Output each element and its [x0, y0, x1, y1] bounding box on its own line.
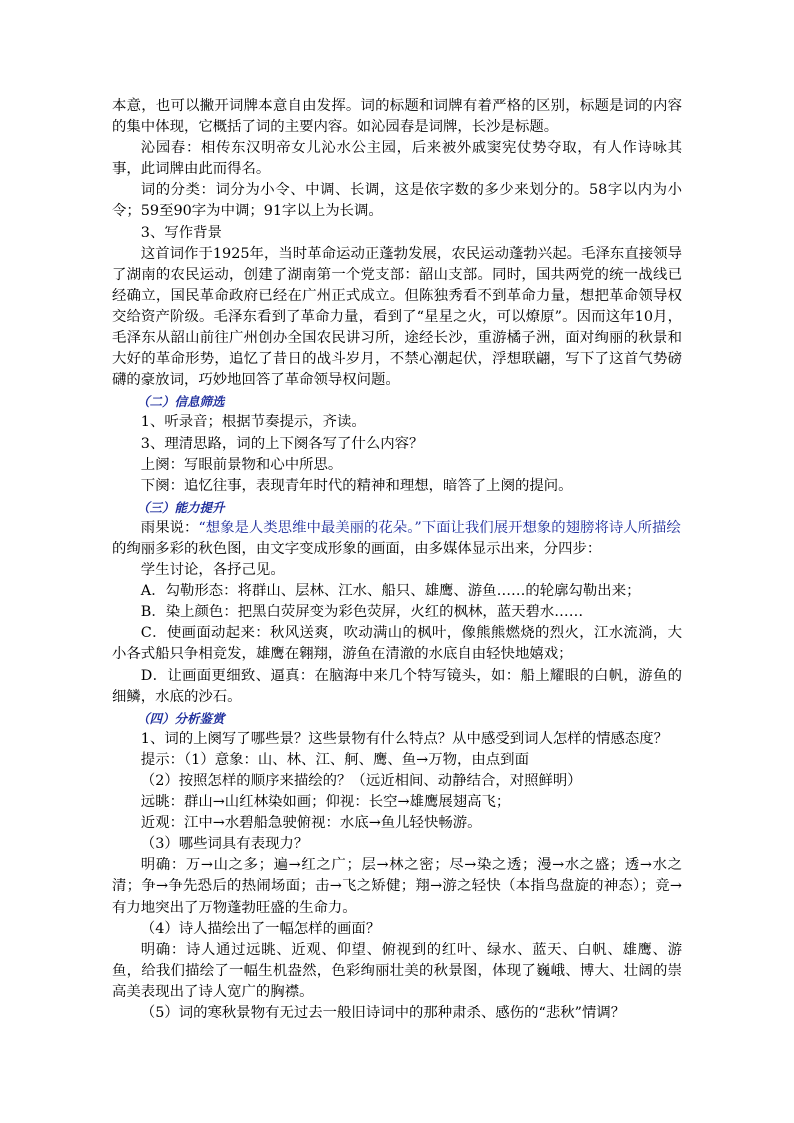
paragraph: 远眺：群山→山红林染如画；仰视：长空→雄鹰展翅高飞； [140, 794, 511, 811]
hugo-quote: “想象是人类思维中最美丽的花朵。”下面让我们展开想象的翅膀将诗人所描绘 [198, 519, 681, 536]
paragraph: 明确：诗人通过远眺、近观、仰望、俯视到的红叶、绿水、蓝天、白帆、雄鹰、游鱼，给我们描绘了一幅生机盎然，色彩绚丽壮美的秋景图，体现了巍峨、博大、壮阔的崇高美表现出了诗人宽广的胸襟。 [112, 941, 682, 1000]
paragraph: （4）诗人描绘出了一幅怎样的画面？ [140, 920, 381, 937]
list-item: C．使画面动起来：秋风送爽，吹动满山的枫叶，像熊熊燃烧的烈火，江水流淌，大小各式船只争相竞发，雄鹰在翱翔，游鱼在清澈的水底自由轻快地嬉戏； [112, 625, 682, 663]
paragraph: （3）哪些词具有表现力？ [140, 836, 309, 853]
list-item: D．让画面更细致、逼真：在脑海中来几个特写镜头，如：船上耀眼的白帆，游鱼的细鳞，水底的沙石。 [112, 667, 682, 705]
paragraph: 沁园春：相传东汉明帝女儿沁水公主园，后来被外戚窦宪仗势夺取，有人作诗咏其事，此词牌由此而得名。 [112, 140, 682, 178]
paragraph [112, 518, 682, 539]
quote-intro: 雨果说： [140, 519, 199, 536]
paragraph: 3、理清思路，词的上下阕各写了什么内容？ [140, 435, 424, 452]
paragraph: 的绚丽多彩的秋色图，由文字变成形象的画面，由多媒体显示出来，分四步： [112, 540, 602, 557]
paragraph: （5）词的寒秋景物有无过去一般旧诗词中的那种肃杀、感伤的“悲秋”情调？ [140, 1005, 626, 1022]
paragraph: 提示：（1）意象：山、林、江、舸、鹰、鱼→万物，由点到面 [140, 751, 529, 768]
list-item: A．勾勒形态：将群山、层林、江水、船只、雄鹰、游鱼……的轮廓勾勒出来； [140, 583, 641, 600]
paragraph: 这首词作于1925年，当时革命运动正蓬勃发展，农民运动蓬勃兴起。毛泽东直接领导了湖南的农民运动，创建了湖南第一个党支部：韶山支部。同时，国共两党的统一战线已经确立，国民革命政府已经在广州正式成立。但陈独秀看不到革命力量，想把革命领导权交给资产阶级。毛泽东看到了革命力量，看到了“星星之火，可以燎原”。因而这年10月，毛泽东从韶山前往广州创办全国农民讲习所，途经长沙，重游橘子洲，面对绚丽的秋景和大好的革命形势，追忆了昔日的战斗岁月，不禁心潮起伏，浮想联翩，写下了这首气势磅礴的豪放词，巧妙地回答了革命领导权问题。 [112, 245, 682, 389]
paragraph: 明确：万→山之多；遍→红之广；层→林之密；尽→染之透；漫→水之盛；透→水之清；争→争先恐后的热闹场面；击→飞之矫健；翔→游之轻快（本指鸟盘旋的神态）；竞→有力地突出了万物蓬勃旺盛的生命力。 [112, 857, 682, 916]
document-body [112, 96, 682, 1024]
section-subheading: 3、写作背景 [140, 224, 222, 241]
paragraph: 近观：江中→水碧船急驶俯视：水底→鱼儿轻快畅游。 [140, 815, 482, 832]
paragraph: 词的分类：词分为小令、中调、长调，这是依字数的多少来划分的。58字以内为小令；59至90字为中调；91字以上为长调。 [112, 182, 682, 220]
section-heading: （四）分析鉴赏 [137, 710, 225, 726]
section-heading: （二）信息筛选 [137, 394, 225, 410]
paragraph: 学生讨论，各抒己见。 [140, 562, 285, 579]
paragraph: （2）按照怎样的顺序来描绘的？（远近相间、动静结合，对照鲜明） [140, 773, 582, 789]
paragraph: 本意，也可以撇开词牌本意自由发挥。词的标题和词牌有着严格的区别，标题是词的内容的集中体现，它概括了词的主要内容。如沁园春是词牌，长沙是标题。 [112, 98, 682, 136]
paragraph: 上阕：写眼前景物和心中所思。 [140, 456, 343, 473]
paragraph: 1、听录音；根据节奏提示，齐读。 [140, 414, 366, 431]
paragraph: 下阕：追忆往事，表现青年时代的精神和理想，暗答了上阕的提问。 [140, 477, 573, 494]
section-heading: （三）能力提升 [137, 499, 225, 515]
list-item: B．染上颜色：把黑白荧屏变为彩色荧屏，火红的枫林，蓝天碧水…… [140, 604, 584, 621]
paragraph: 1、词的上阕写了哪些景？这些景物有什么特点？从中感受到词人怎样的情感态度？ [140, 730, 669, 747]
